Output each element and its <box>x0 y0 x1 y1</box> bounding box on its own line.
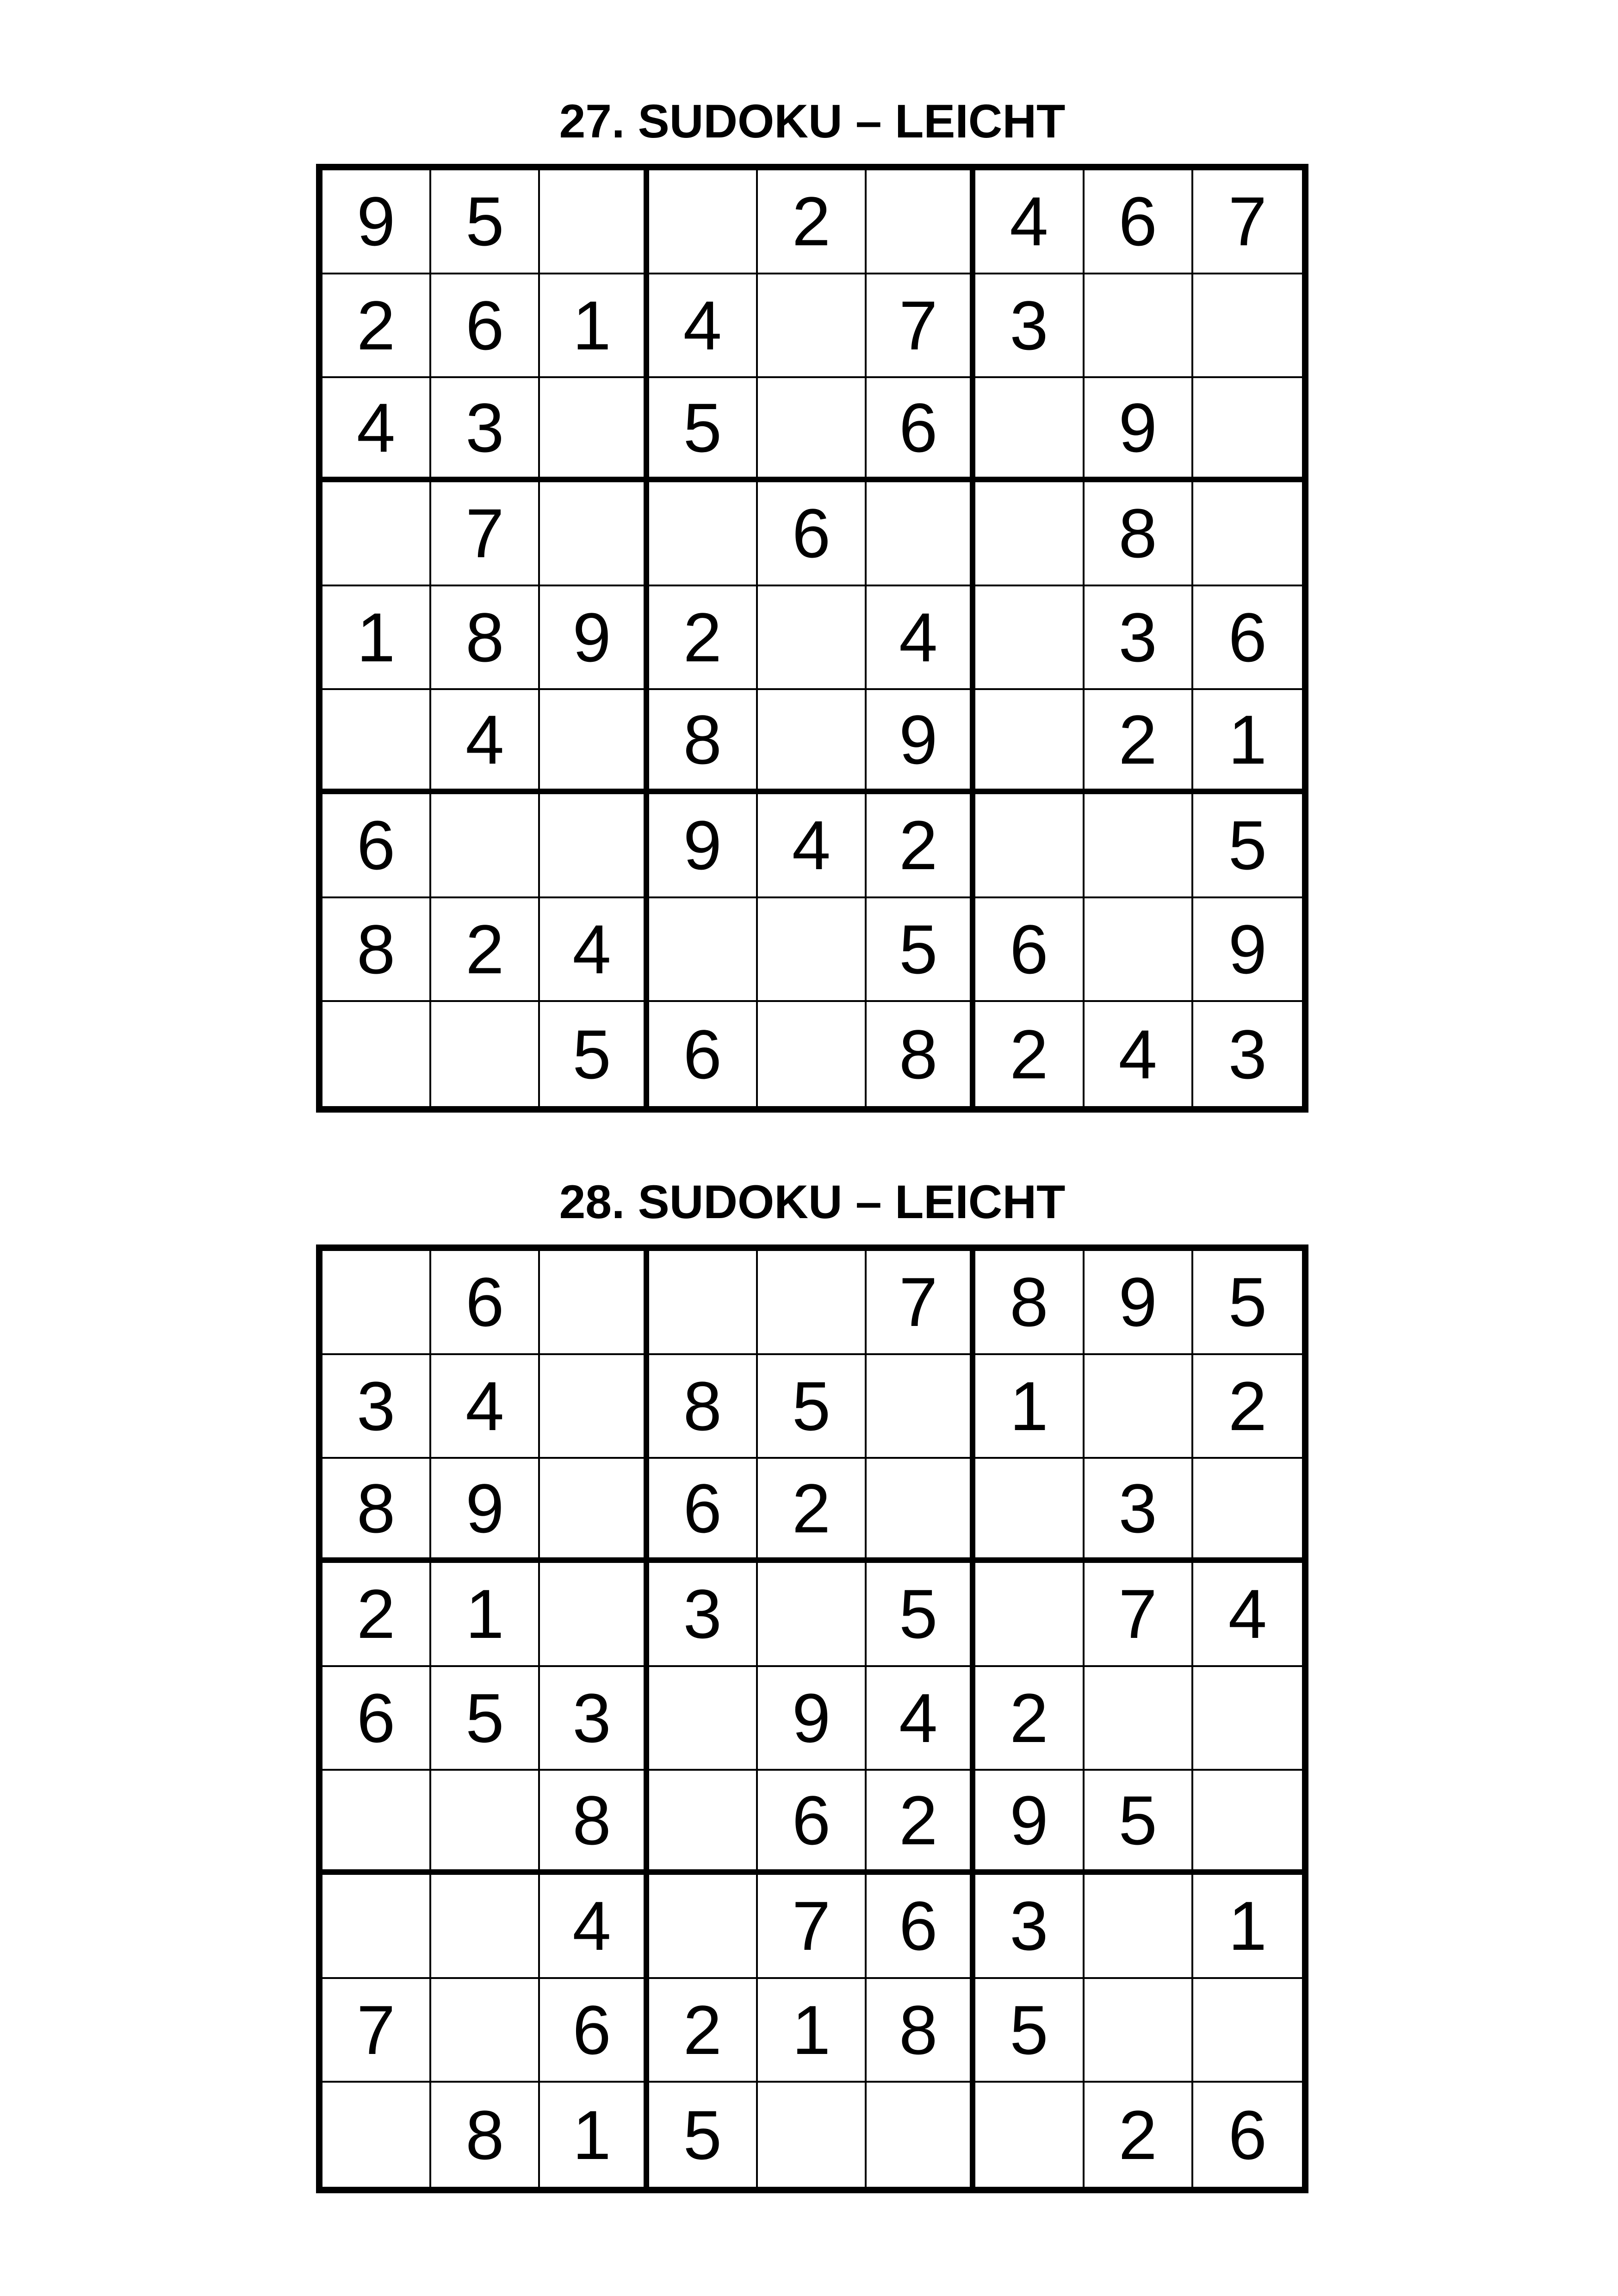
sudoku-cell[interactable]: 6 <box>540 1979 649 2083</box>
sudoku-cell[interactable] <box>975 1459 1084 1563</box>
sudoku-cell[interactable]: 2 <box>649 1979 758 2083</box>
sudoku-cell[interactable]: 5 <box>649 378 758 482</box>
sudoku-cell[interactable]: 1 <box>1193 690 1302 794</box>
sudoku-cell[interactable]: 9 <box>758 1667 867 1771</box>
sudoku-cell[interactable] <box>322 482 431 586</box>
sudoku-cell[interactable] <box>758 1563 867 1667</box>
sudoku-cell[interactable] <box>322 1251 431 1355</box>
sudoku-cell[interactable] <box>540 170 649 274</box>
sudoku-cell[interactable] <box>540 1563 649 1667</box>
sudoku-cell[interactable] <box>540 1355 649 1459</box>
sudoku-cell[interactable] <box>1193 1979 1302 2083</box>
sudoku-cell[interactable]: 8 <box>1085 482 1193 586</box>
sudoku-cell[interactable] <box>1085 274 1193 379</box>
sudoku-cell[interactable] <box>1193 1667 1302 1771</box>
sudoku-cell[interactable] <box>540 1251 649 1355</box>
sudoku-cell[interactable] <box>649 482 758 586</box>
sudoku-cell[interactable]: 9 <box>649 794 758 898</box>
sudoku-cell[interactable] <box>867 1355 975 1459</box>
sudoku-grid <box>316 1244 1308 2193</box>
sudoku-cell[interactable]: 8 <box>322 898 431 1002</box>
sudoku-cell[interactable]: 9 <box>1193 898 1302 1002</box>
sudoku-cell[interactable]: 5 <box>1193 1251 1302 1355</box>
sudoku-cell[interactable] <box>540 378 649 482</box>
sudoku-cell[interactable]: 6 <box>322 1667 431 1771</box>
sudoku-cell[interactable] <box>540 1459 649 1563</box>
sudoku-cell[interactable]: 1 <box>540 2083 649 2187</box>
sudoku-cell[interactable]: 2 <box>322 274 431 379</box>
sudoku-cell[interactable]: 3 <box>1085 586 1193 691</box>
sudoku-cell[interactable]: 2 <box>431 898 540 1002</box>
sudoku-cell[interactable]: 5 <box>867 1563 975 1667</box>
sudoku-cell[interactable] <box>1193 1771 1302 1875</box>
sudoku-cell[interactable]: 6 <box>867 1875 975 1979</box>
sudoku-cell[interactable] <box>1085 1355 1193 1459</box>
sudoku-cell[interactable] <box>975 586 1084 691</box>
sudoku-cell[interactable] <box>322 1875 431 1979</box>
sudoku-cell[interactable] <box>975 794 1084 898</box>
sudoku-cell[interactable]: 6 <box>431 274 540 379</box>
sudoku-cell[interactable] <box>1085 898 1193 1002</box>
sudoku-cell[interactable]: 7 <box>322 1979 431 2083</box>
sudoku-cell[interactable] <box>758 586 867 691</box>
sudoku-cell[interactable]: 5 <box>540 1002 649 1106</box>
sudoku-cell[interactable]: 7 <box>431 482 540 586</box>
sudoku-cell[interactable] <box>1085 1875 1193 1979</box>
sudoku-cell[interactable]: 1 <box>540 274 649 379</box>
sudoku-cell[interactable] <box>975 1563 1084 1667</box>
sudoku-cell[interactable] <box>431 1979 540 2083</box>
sudoku-cell[interactable]: 8 <box>867 1002 975 1106</box>
sudoku-cell[interactable]: 2 <box>1085 2083 1193 2187</box>
sudoku-cell[interactable]: 7 <box>867 274 975 379</box>
sudoku-cell[interactable]: 5 <box>758 1355 867 1459</box>
sudoku-cell[interactable] <box>322 1002 431 1106</box>
sudoku-cell[interactable]: 8 <box>540 1771 649 1875</box>
sudoku-cell[interactable] <box>431 1002 540 1106</box>
sudoku-cell[interactable]: 1 <box>1193 1875 1302 1979</box>
sudoku-cell[interactable]: 2 <box>867 1771 975 1875</box>
sudoku-cell[interactable]: 7 <box>867 1251 975 1355</box>
sudoku-cell[interactable]: 4 <box>758 794 867 898</box>
sudoku-cell[interactable]: 1 <box>758 1979 867 2083</box>
sudoku-cell[interactable] <box>322 690 431 794</box>
sudoku-cell[interactable]: 3 <box>540 1667 649 1771</box>
sudoku-puzzle-27 <box>316 86 1308 1113</box>
sudoku-cell[interactable]: 3 <box>649 1563 758 1667</box>
sudoku-cell[interactable]: 4 <box>649 274 758 379</box>
sudoku-cell[interactable]: 8 <box>975 1251 1084 1355</box>
sudoku-puzzle-28 <box>316 1166 1308 2193</box>
sudoku-cell[interactable] <box>1193 1459 1302 1563</box>
sudoku-cell[interactable]: 5 <box>975 1979 1084 2083</box>
sudoku-cell[interactable] <box>975 378 1084 482</box>
sudoku-cell[interactable]: 2 <box>758 170 867 274</box>
sudoku-cell[interactable] <box>758 690 867 794</box>
sudoku-cell[interactable]: 9 <box>1085 378 1193 482</box>
sudoku-cell[interactable] <box>867 2083 975 2187</box>
sudoku-cell[interactable] <box>540 482 649 586</box>
sudoku-cell[interactable] <box>649 898 758 1002</box>
sudoku-cell[interactable]: 6 <box>431 1251 540 1355</box>
sudoku-cell[interactable]: 5 <box>1085 1771 1193 1875</box>
sudoku-cell[interactable]: 4 <box>975 170 1084 274</box>
sudoku-cell[interactable]: 3 <box>975 1875 1084 1979</box>
sudoku-cell[interactable]: 2 <box>322 1563 431 1667</box>
puzzle-title: 28. SUDOKU – LEICHT <box>559 1176 1066 1228</box>
sudoku-cell[interactable] <box>1085 794 1193 898</box>
sudoku-cell[interactable] <box>758 1251 867 1355</box>
sudoku-cell[interactable]: 6 <box>1228 2096 1267 2174</box>
sudoku-cell[interactable]: 6 <box>1193 586 1302 691</box>
sudoku-cell[interactable]: 4 <box>322 378 431 482</box>
sudoku-cell[interactable] <box>649 1667 758 1771</box>
sudoku-cell[interactable] <box>975 482 1084 586</box>
sudoku-cell[interactable] <box>975 2083 1084 2187</box>
sudoku-cell[interactable]: 4 <box>867 1667 975 1771</box>
sudoku-cell[interactable] <box>649 170 758 274</box>
sudoku-cell[interactable]: 4 <box>540 898 649 1002</box>
sudoku-cell[interactable]: 6 <box>322 794 431 898</box>
sudoku-cell[interactable]: 9 <box>540 586 649 691</box>
sudoku-cell[interactable]: 2 <box>975 1002 1084 1106</box>
sudoku-cell[interactable]: 6 <box>758 482 867 586</box>
sudoku-cell[interactable]: 4 <box>431 690 540 794</box>
sudoku-cell[interactable] <box>867 482 975 586</box>
sudoku-cell[interactable] <box>540 794 649 898</box>
sudoku-cell[interactable]: 3 <box>431 378 540 482</box>
sudoku-cell[interactable]: 3 <box>1228 1015 1267 1093</box>
sudoku-cell[interactable]: 9 <box>867 690 975 794</box>
sudoku-cell[interactable]: 7 <box>758 1875 867 1979</box>
sudoku-cell[interactable]: 6 <box>649 1002 758 1106</box>
puzzle-title: 27. SUDOKU – LEICHT <box>559 95 1066 148</box>
sudoku-cell[interactable]: 8 <box>322 1459 431 1563</box>
sudoku-cell[interactable] <box>649 1251 758 1355</box>
sudoku-cell[interactable] <box>431 1875 540 1979</box>
sudoku-cell[interactable] <box>322 2083 431 2187</box>
sudoku-cell[interactable]: 2 <box>1085 690 1193 794</box>
sudoku-cell[interactable] <box>867 170 975 274</box>
sudoku-cell[interactable]: 5 <box>431 170 540 274</box>
sudoku-cell[interactable]: 9 <box>431 1459 540 1563</box>
sudoku-cell[interactable] <box>758 2083 867 2187</box>
sudoku-cell[interactable]: 9 <box>322 170 431 274</box>
sudoku-cell[interactable]: 8 <box>431 586 540 691</box>
sudoku-cell[interactable] <box>322 1771 431 1875</box>
sudoku-cell[interactable] <box>1085 1667 1193 1771</box>
sudoku-cell[interactable]: 2 <box>1193 1355 1302 1459</box>
sudoku-cell[interactable]: 6 <box>649 1459 758 1563</box>
sudoku-cell[interactable] <box>1193 482 1302 586</box>
sudoku-cell[interactable]: 9 <box>1085 1251 1193 1355</box>
sudoku-cell[interactable] <box>1085 1979 1193 2083</box>
sudoku-cell[interactable]: 5 <box>649 2083 758 2187</box>
sudoku-cell[interactable]: 8 <box>431 2083 540 2187</box>
sudoku-grid <box>316 164 1308 1113</box>
sudoku-cell[interactable]: 6 <box>975 898 1084 1002</box>
sudoku-cell[interactable]: 5 <box>431 1667 540 1771</box>
sudoku-cell[interactable] <box>649 1875 758 1979</box>
sudoku-cell[interactable]: 4 <box>540 1875 649 1979</box>
sudoku-cell[interactable]: 3 <box>975 274 1084 379</box>
sudoku-cell[interactable]: 2 <box>758 1459 867 1563</box>
sudoku-cell[interactable] <box>1193 274 1302 379</box>
sudoku-cell[interactable] <box>431 1771 540 1875</box>
sudoku-cell[interactable]: 1 <box>322 586 431 691</box>
sudoku-cell[interactable]: 2 <box>975 1667 1084 1771</box>
sudoku-cell[interactable]: 2 <box>867 794 975 898</box>
sudoku-cell[interactable]: 9 <box>975 1771 1084 1875</box>
sudoku-cell[interactable] <box>758 378 867 482</box>
sudoku-cell[interactable]: 7 <box>1193 170 1302 274</box>
sudoku-cell[interactable]: 2 <box>649 586 758 691</box>
sudoku-cell[interactable] <box>540 690 649 794</box>
sudoku-cell[interactable]: 3 <box>322 1355 431 1459</box>
sudoku-cell[interactable]: 5 <box>867 898 975 1002</box>
sudoku-cell[interactable]: 3 <box>1085 1459 1193 1563</box>
sudoku-cell[interactable]: 5 <box>1193 794 1302 898</box>
sudoku-cell[interactable] <box>649 1771 758 1875</box>
sudoku-cell[interactable]: 8 <box>649 690 758 794</box>
sudoku-cell[interactable]: 1 <box>431 1563 540 1667</box>
sudoku-cell[interactable]: 1 <box>975 1355 1084 1459</box>
sudoku-cell[interactable] <box>867 1459 975 1563</box>
sudoku-cell[interactable]: 6 <box>758 1771 867 1875</box>
sudoku-cell[interactable]: 8 <box>867 1979 975 2083</box>
sudoku-cell[interactable]: 4 <box>1085 1002 1193 1106</box>
sudoku-cell[interactable] <box>758 898 867 1002</box>
sudoku-cell[interactable]: 6 <box>867 378 975 482</box>
sudoku-cell[interactable]: 4 <box>867 586 975 691</box>
sudoku-cell[interactable]: 8 <box>649 1355 758 1459</box>
sudoku-cell[interactable] <box>431 794 540 898</box>
sudoku-cell[interactable]: 4 <box>1193 1563 1302 1667</box>
sudoku-cell[interactable] <box>758 1002 867 1106</box>
sudoku-cell[interactable] <box>758 274 867 379</box>
sudoku-cell[interactable]: 6 <box>1085 170 1193 274</box>
sudoku-cell[interactable] <box>1193 378 1302 482</box>
sudoku-cell[interactable]: 7 <box>1085 1563 1193 1667</box>
sudoku-cell[interactable]: 4 <box>431 1355 540 1459</box>
sudoku-cell[interactable] <box>975 690 1084 794</box>
